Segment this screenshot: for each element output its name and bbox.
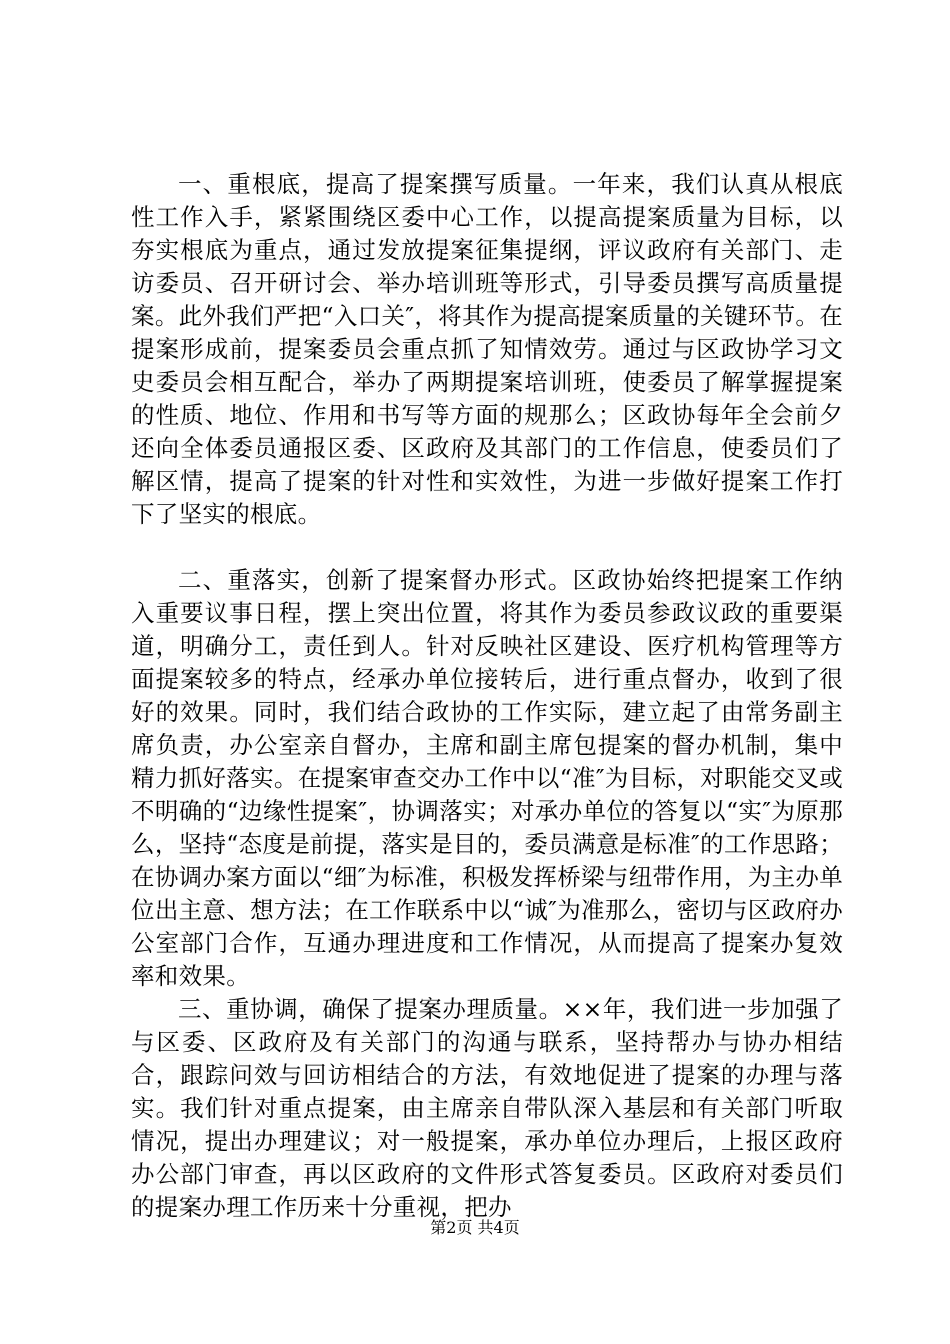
document-body	[131, 168, 843, 1224]
page-footer: 第2页 共4页	[430, 1218, 520, 1237]
paragraph-1: 一、重根底，提高了提案撰写质量。一年来，我们认真从根底性工作入手，紧紧围绕区委中心工作，以提高提案质量为目标，以夯实根底为重点，通过发放提案征集提纲，评议政府有关部门、走访委员、召开研讨会、举办培训班等形式，引导委员撰写高质量提案。此外我们严把“入口关″，将其作为提高提案质量的关键环节。在提案形成前，提案委员会重点抓了知情效劳。通过与区政协学习文史委员会相互配合，举办了两期提案培训班，使委员了解掌握提案的性质、地位、作用和书写等方面的规那么；区政协每年全会前夕还向全体委员通报区委、区政府及其部门的工作信息，使委员们了解区情，提高了提案的针对性和实效性，为进一步做好提案工作打下了坚实的根底。	[131, 170, 843, 528]
paragraph-3: 三、重协调，确保了提案办理质量。××年，我们进一步加强了与区委、区政府及有关部门的沟通与联系，坚持帮办与协办相结合，跟踪问效与回访相结合的方法，有效地促进了提案的办理与落实。我们针对重点提案，由主席亲自带队深入基层和有关部门听取情况，提出办理建议；对一般提案，承办单位办理后，上报区政府办公部门审查，再以区政府的文件形式答复委员。区政府对委员们的提案办理工作历来十分重视，把办	[131, 995, 843, 1221]
paragraph-2: 二、重落实，创新了提案督办形式。区政协始终把提案工作纳入重要议事日程，摆上突出位置，将其作为委员参政议政的重要渠道，明确分工，责任到人。针对反映社区建设、医疗机构管理等方面提案较多的特点，经承办单位接转后，进行重点督办，收到了很好的效果。同时，我们结合政协的工作实际，建立起了由常务副主席负责，办公室亲自督办，主席和副主席包提案的督办机制，集中精力抓好落实。在提案审查交办工作中以“准″为目标，对职能交叉或不明确的“边缘性提案″，协调落实；对承办单位的答复以“实″为原那么，坚持“态度是前提，落实是目的，委员满意是标准″的工作思路；在协调办案方面以“细″为标准，积极发挥桥梁与纽带作用，为主办单位出主意、想方法；在工作联系中以“诚″为准那么，密切与区政府办公室部门合作，互通办理进度和工作情况，从而提高了提案办复效率和效果。	[131, 566, 843, 990]
